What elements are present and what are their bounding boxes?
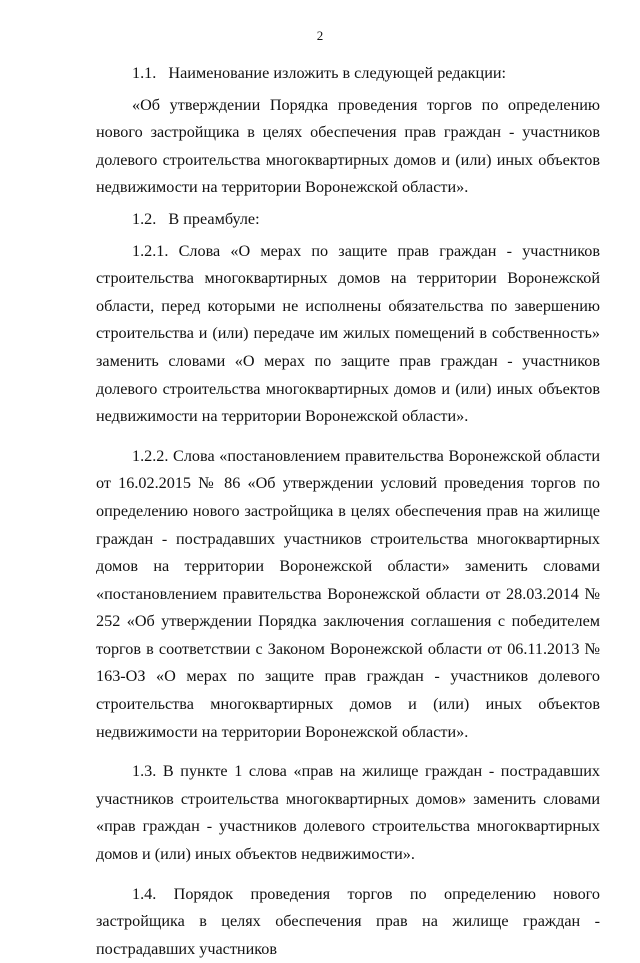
paragraph-new-title: «Об утверждении Порядка проведения торгов по определению нового застройщика в целях обеспечения прав граждан - участников долевого строительства многоквартирных домов и (или) иных объектов недвижимости на территории Воронежской области». <box>96 95 600 197</box>
paragraph-1-4: 1.4. Порядок проведения торгов по определению нового застройщика в целях обеспечения прав на жилище граждан - пострадавших участников <box>96 884 600 958</box>
paragraph-1-2: 1.2. В преамбуле: <box>132 209 260 228</box>
paragraph-1-3: 1.3. В пункте 1 слова «прав на жилище граждан - пострадавших участников строительства многоквартирных домов» заменить словами «прав граждан - участников долевого строительства многоквартирных домов и (или) иных объектов недвижимости». <box>96 762 600 864</box>
page-number: 2 <box>316 28 324 43</box>
paragraph-1-2-1: 1.2.1. Слова «О мерах по защите прав граждан - участников строительства многоквартирных домов на территории Воронежской области, перед которыми не исполнены обязательства по завершению строительства и (или) передаче им жилых помещений в собственность» заменить словами «О мерах по защите прав граждан - участников долевого строительства многоквартирных домов и (или) иных объектов недвижимости на территории Воронежской области». <box>96 241 600 426</box>
paragraph-1-1: 1.1. Наименование изложить в следующей редакции: <box>132 64 507 82</box>
document-body <box>96 60 600 963</box>
paragraph-1-2-2: 1.2.2. Слова «постановлением правительства Воронежской области от 16.02.2015 № 86 «Об утверждении условий проведения торгов по определению нового застройщика в целях обеспечения прав на жилище граждан - пострадавших участников строительства многоквартирных домов на территории Воронежской области» заменить словами «постановлением правительства Воронежской области от 28.03.2014 № 252 «Об утверждении Порядка заключения соглашения с победителем торгов в соответствии с Законом Воронежской области от 06.11.2013 № 163-ОЗ «О мерах по защите прав граждан - участников долевого строительства многоквартирных домов и (или) иных объектов недвижимости на территории Воронежской области». <box>96 446 600 741</box>
